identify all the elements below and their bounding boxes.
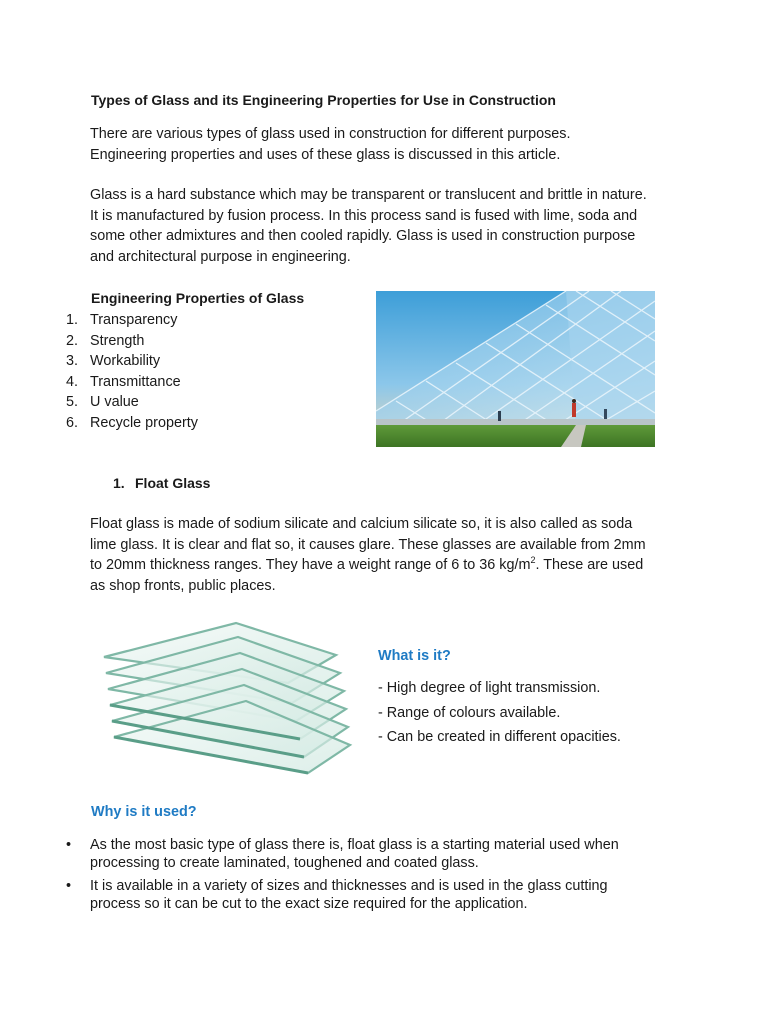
bullet-icon: • [66, 878, 72, 894]
list-item: 1. Transparency [66, 312, 178, 328]
properties-heading: Engineering Properties of Glass [91, 290, 305, 306]
document-title: Types of Glass and its Engineering Properties for Use in Construction [91, 92, 556, 108]
why-used-heading: Why is it used? [91, 804, 197, 820]
definition-line: It is manufactured by fusion process. In this process sand is fused with lime, soda and [90, 207, 638, 224]
glass-sheets-image [96, 615, 358, 780]
intro-line: There are various types of glass used in construction for different purposes. [90, 126, 571, 142]
superscript: 2 [530, 555, 536, 566]
list-item: - Can be created in different opacities. [378, 729, 621, 745]
properties-list [66, 310, 198, 434]
float-glass-line: to 20mm thickness ranges. They have a weight range of 6 to 36 $kg/m^2$. These are used [90, 555, 644, 574]
float-glass-line: lime glass. It is clear and flat so, it causes glare. These glasses are available from 2mm [90, 536, 646, 553]
float-glass-paragraph [90, 514, 690, 596]
what-is-it-heading: What is it? [378, 648, 451, 664]
definition-line: and architectural purpose in engineering. [90, 248, 351, 265]
intro-paragraph [90, 124, 690, 165]
list-item: • It is available in a variety of sizes and thicknesses and is used in the glass cutting process so it can be cut to the exact size required for the application. [66, 878, 608, 912]
glass-building-image [376, 291, 655, 447]
list-item: 6. Recycle property [66, 414, 198, 431]
list-item: - High degree of light transmission. [378, 680, 601, 696]
float-glass-line: as shop fronts, public places. [90, 577, 276, 594]
why-used-list [66, 837, 619, 913]
definition-line: some other admixtures and then cooled rapidly. Glass is used in construction purpose [90, 228, 636, 245]
list-item: 5. U value [66, 394, 139, 411]
bullet-icon: • [66, 837, 72, 853]
float-glass-heading: 1. Float Glass [113, 475, 211, 491]
intro-line: Engineering properties and uses of these glass is discussed in this article. [90, 146, 561, 163]
list-item: 3. Workability [66, 353, 161, 370]
float-glass-line: Float glass is made of sodium silicate and calcium silicate so, it is also called as soda [90, 516, 633, 532]
list-item: • As the most basic type of glass there is, float glass is a starting material used when processing to create laminated, toughened and coated glass. [66, 837, 619, 871]
what-is-it-list [378, 676, 621, 750]
definition-line: Glass is a hard substance which may be transparent or translucent and brittle in nature. [90, 187, 647, 203]
list-item: 4. Transmittance [66, 373, 181, 390]
list-item: 2. Strength [66, 332, 145, 349]
definition-paragraph [90, 185, 690, 267]
list-item: - Range of colours available. [378, 704, 561, 721]
